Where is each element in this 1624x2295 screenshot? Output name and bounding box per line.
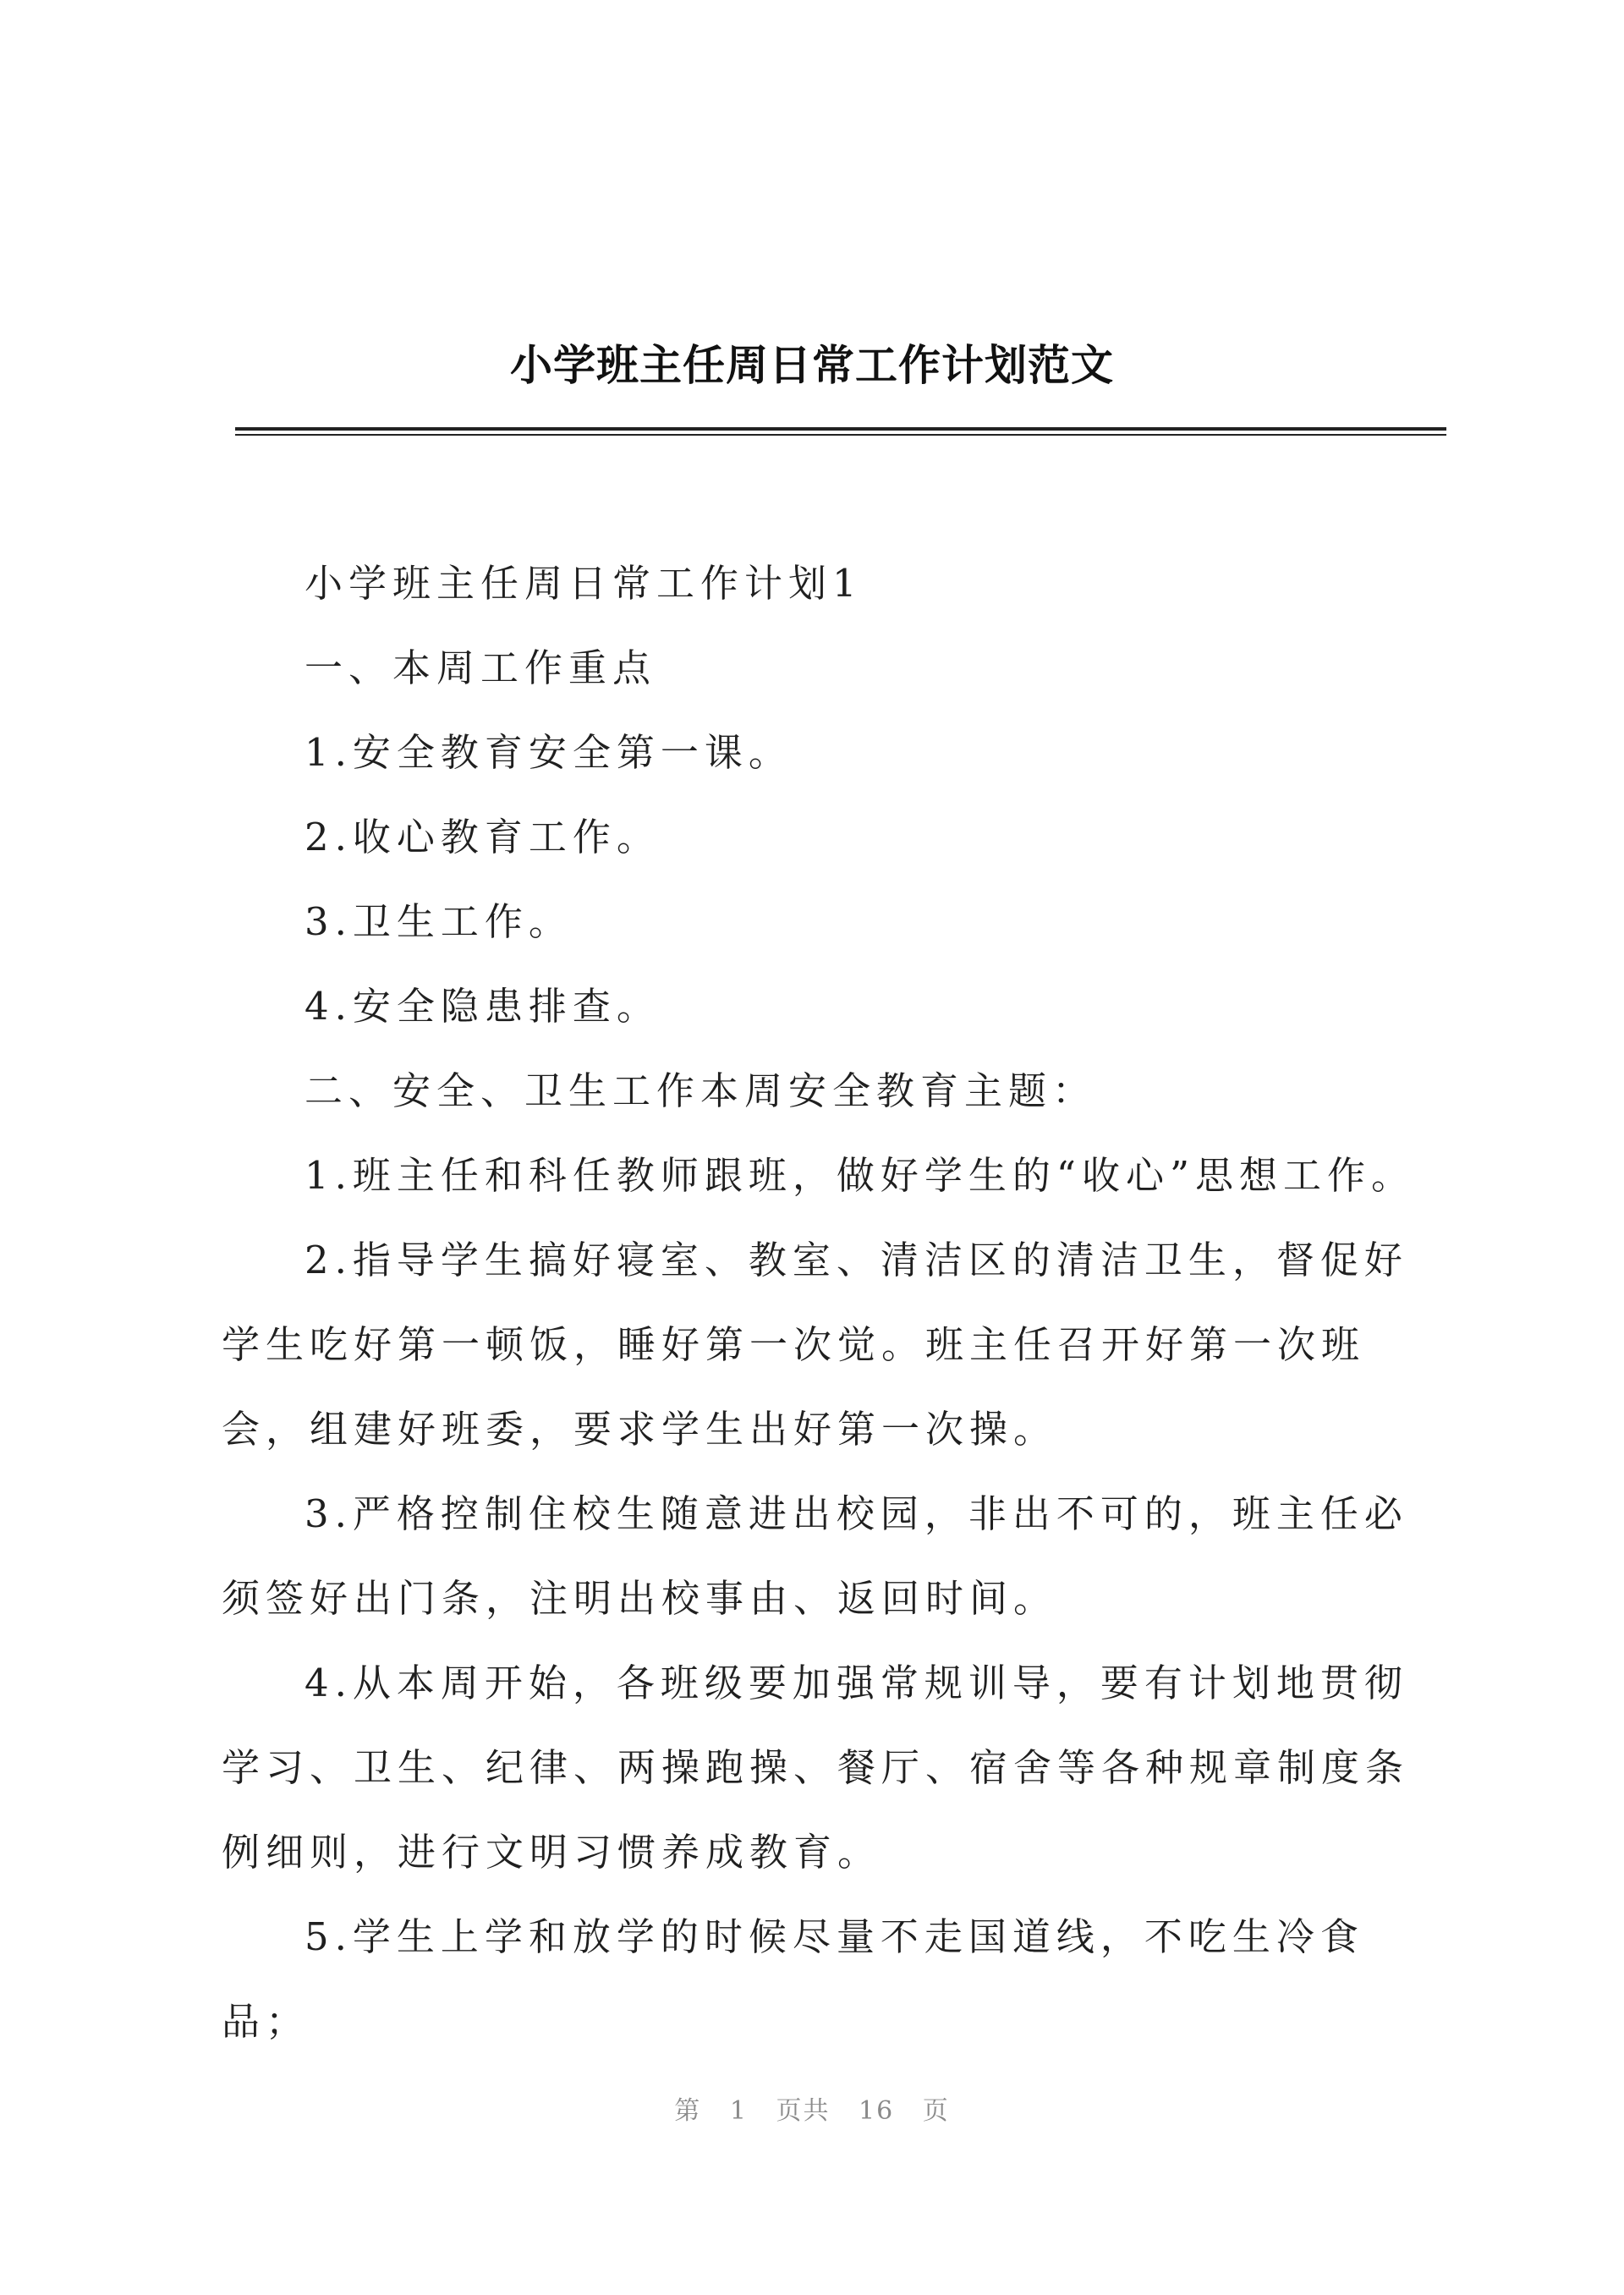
current-page-number: 1 bbox=[729, 2096, 748, 2126]
page-label-suffix: 页 bbox=[922, 2096, 950, 2126]
paragraph: 4.从本周开始，各班级要加强常规训导，要有计划地贯彻学习、卫生、纪律、两操跑操、餐厅、宿舍等各种规章制度条例细则，进行文明习惯养成教育。 bbox=[222, 1661, 1410, 1875]
paragraph: 4.安全隐患排查。 bbox=[304, 984, 661, 1029]
document-title: 小学班主任周日常工作计划范文 bbox=[510, 341, 1114, 390]
paragraph: 5.学生上学和放学的时候尽量不走国道线，不吃生冷食品； bbox=[222, 1914, 1364, 2044]
title-divider-thin bbox=[235, 434, 1446, 436]
title-divider-thick bbox=[235, 427, 1446, 431]
paragraph: 1.安全教育安全第一课。 bbox=[304, 730, 793, 775]
page-footer bbox=[0, 2089, 1624, 2127]
subsection-heading: 二、安全、卫生工作本周安全教育主题： bbox=[304, 1068, 1097, 1113]
paragraph: 3.严格控制住校生随意进出校园，非出不可的，班主任必须签好出门条，注明出校事由、返回时间。 bbox=[222, 1491, 1408, 1621]
total-pages-number: 16 bbox=[859, 2096, 895, 2126]
page-label-mid: 页共 bbox=[776, 2096, 831, 2126]
page-label-prefix: 第 bbox=[674, 2096, 702, 2126]
paragraph: 2.收心教育工作。 bbox=[304, 815, 661, 859]
subsection-heading: 一、本周工作重点 bbox=[304, 645, 657, 690]
section-heading: 小学班主任周日常工作计划1 bbox=[304, 561, 863, 606]
paragraph: 3.卫生工作。 bbox=[304, 899, 573, 944]
paragraph: 2.指导学生搞好寝室、教室、清洁区的清洁卫生，督促好学生吃好第一顿饭，睡好第一次觉。班主任召开好第一次班会，组建好班委，要求学生出好第一次操。 bbox=[222, 1238, 1408, 1452]
paragraph: 1.班主任和科任教师跟班，做好学生的“收心”思想工作。 bbox=[304, 1153, 1415, 1198]
document-body bbox=[222, 541, 1440, 2064]
